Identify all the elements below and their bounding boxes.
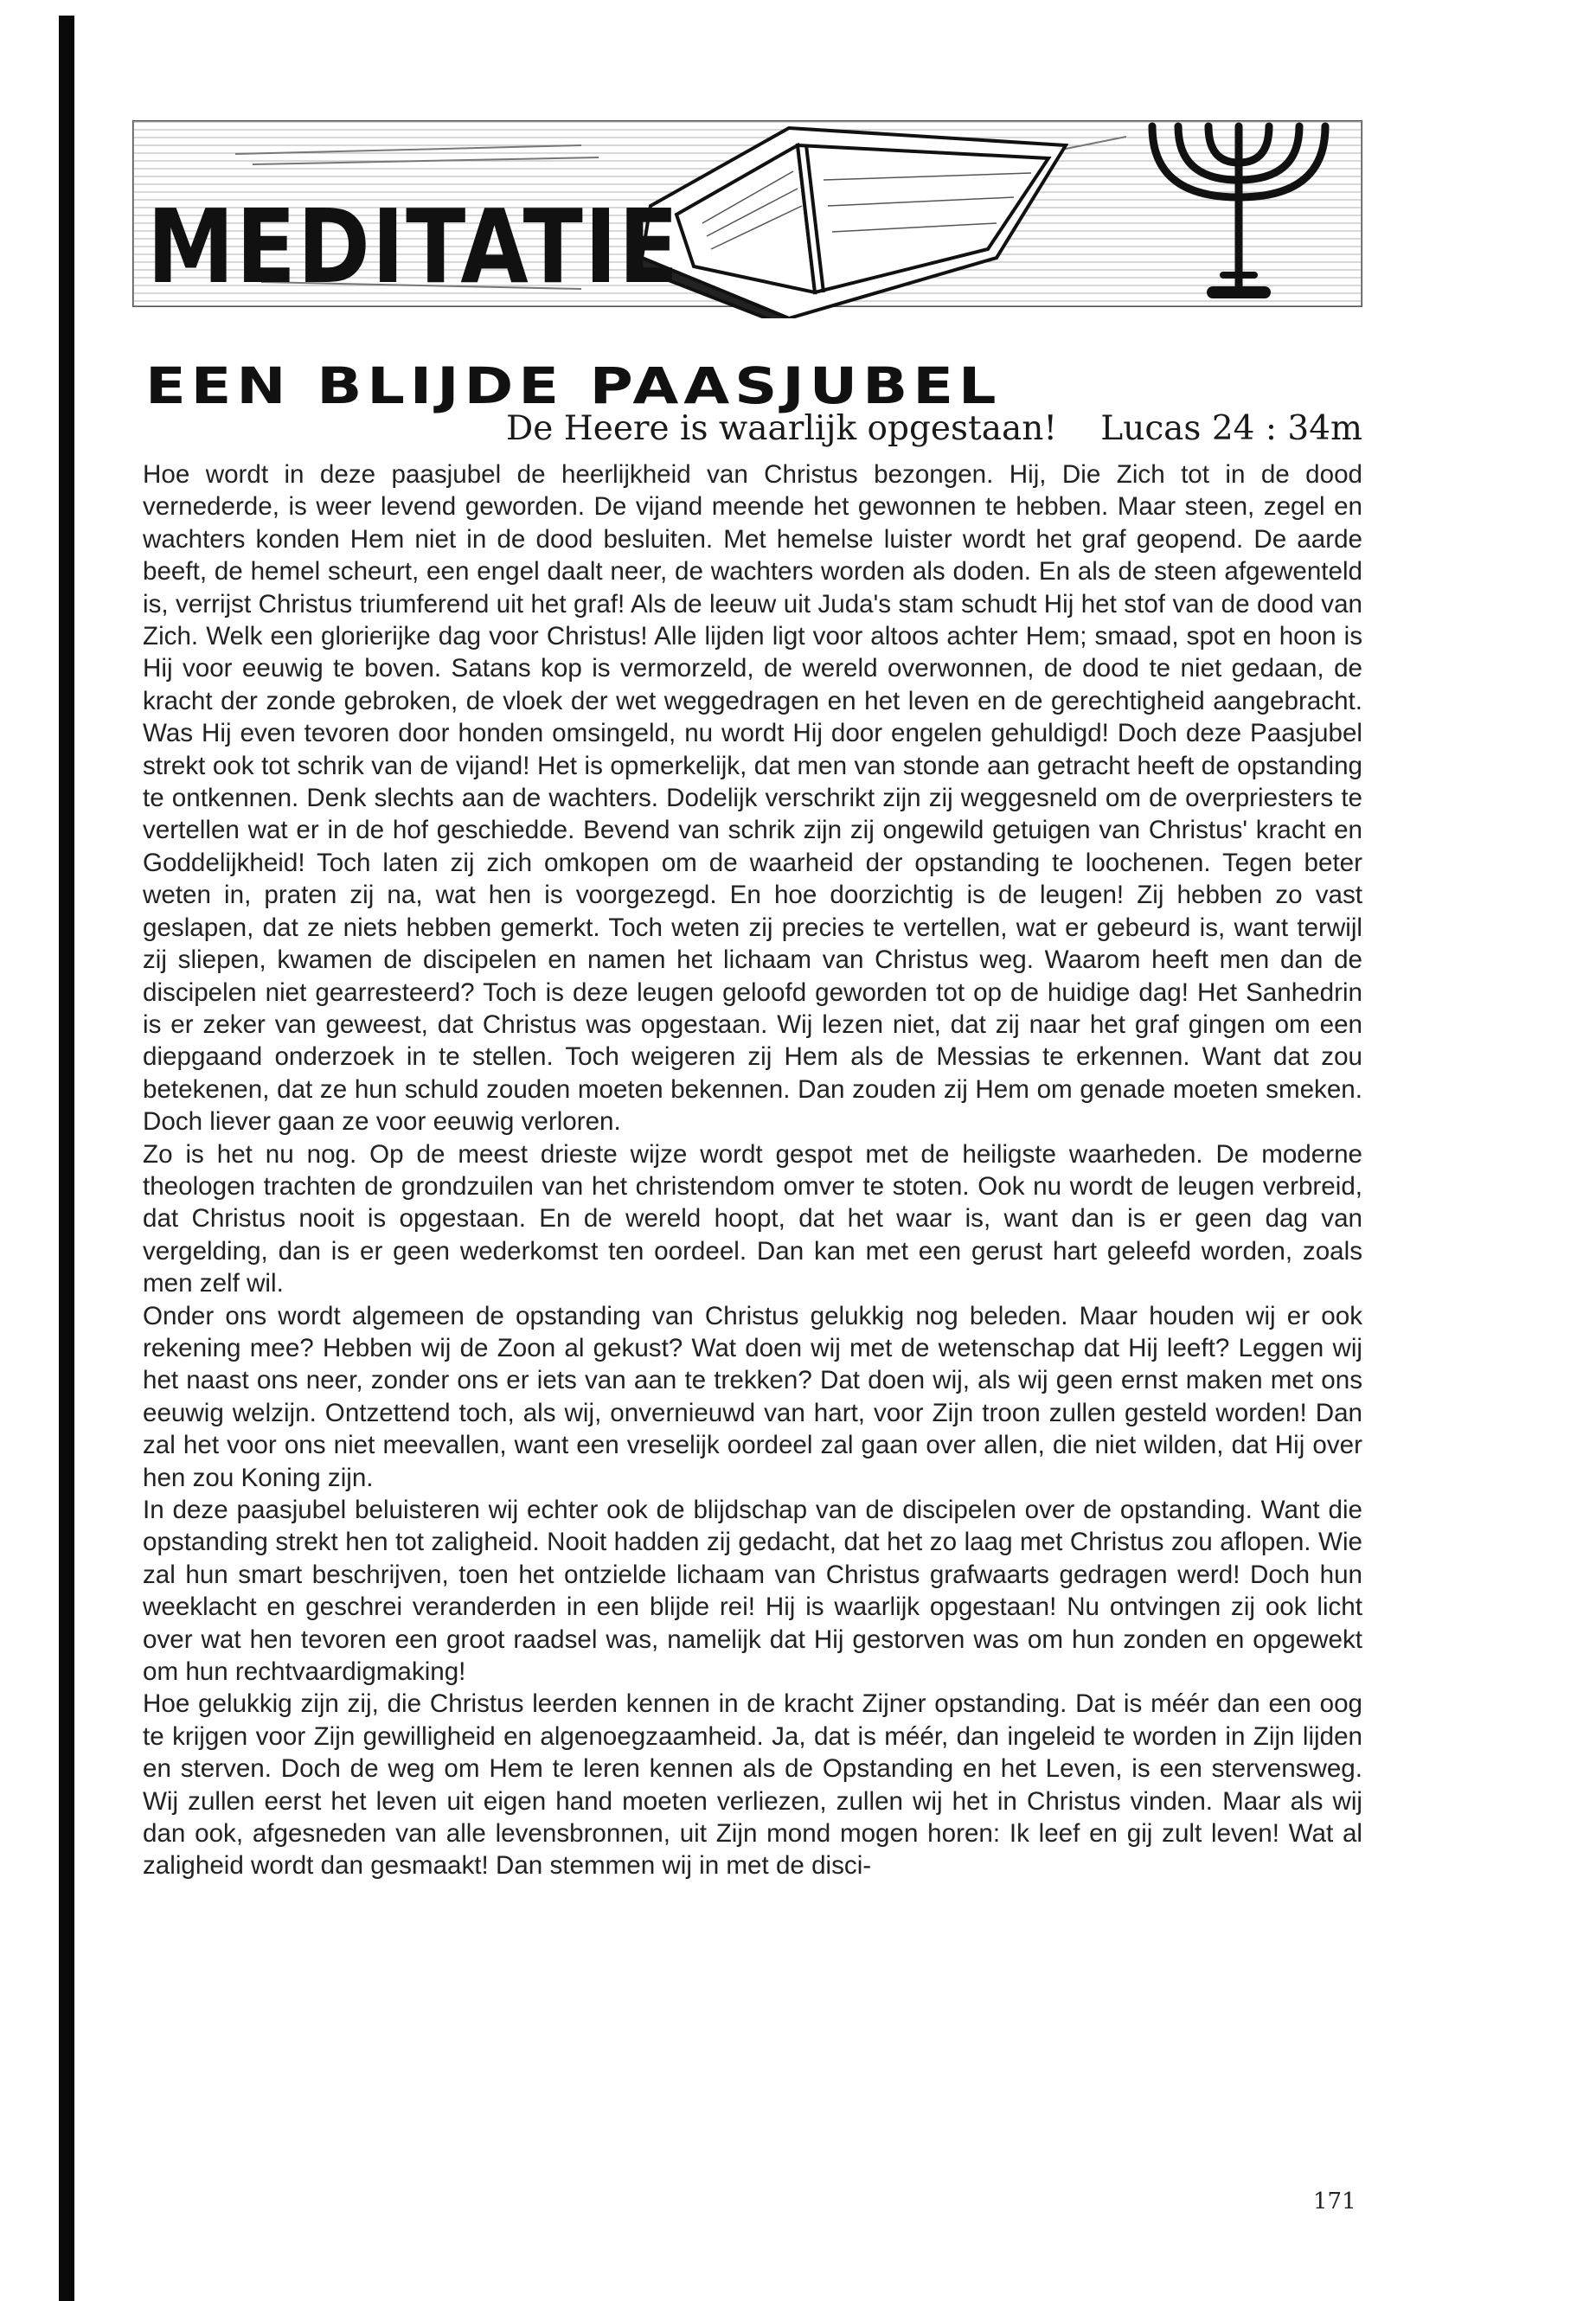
paragraph: Hoe wordt in deze paasjubel de heerlijkheid van Christus bezongen. Hij, Die Zich tot in de dood vernederde, is weer levend geworden. De vijand meende het gewonnen te hebben. Maar steen, zegel en wachters konden Hem niet in de dood besluiten. Met hemelse luister wordt het graf geopend. De aarde beeft, de hemel scheurt, een engel daalt neer, de wachters worden als doden. En als de steen afgewenteld is, verrijst Christus triumferend uit het graf! Als de leeuw uit Juda's stam schudt Hij het stof van de dood van Zich. Welk een glorierijke dag voor Christus! Alle lijden ligt voor altoos achter Hem; smaad, spot en hoon is Hij voor eeuwig te boven. Satans kop is vermorzeld, de wereld overwonnen, de dood te niet gedaan, de kracht der zonde gebroken, de vloek der wet weggedragen en het leven en de gerechtigheid aangebracht. Was Hij even tevoren door honden omsingeld, nu wordt Hij door engelen gehuldigd! Doch deze Paasjubel strekt ook tot schrik van de vijand! Het is opmerkelijk, dat men van stonde aan getracht heeft de opstanding te ontkennen. Denk slechts aan de wachters. Dodelijk verschrikt zijn zij weggesneld om de overpriesters te vertellen wat er in de hof geschiedde. Bevend van schrik zijn zij ongewild getuigen van Christus' kracht en Goddelijkheid! Toch laten zij zich omkopen om de waarheid der opstanding te loochenen. Tegen beter weten in, praten zij na, wat hen is voorgezegd. En hoe doorzichtig is de leugen! Zij hebben zo vast geslapen, dat ze niets hebben gemerkt. Toch weten zij precies te vertellen, wat er gebeurd is, want terwijl zij sliepen, kwamen de discipelen en namen het lichaam van Christus weg. Waarom heeft men dan de discipelen niet gearresteerd? Toch is deze leugen geloofd geworden tot op de huidige dag! Het Sanhedrin is er zeker van geweest, dat Christus was opgestaan. Wij lezen niet, dat zij naar het graf gingen om een diepgaand onderzoek in te stellen. Toch weigeren zij Hem als de Messias te erkennen. Want dat zou betekenen, dat ze hun schuld zouden moeten bekennen. Dan zouden zij Hem om genade moeten smeken. Doch liever gaan ze voor eeuwig verloren.	[143, 460, 1362, 1137]
article-headline: EEN BLIJDE PAASJUBEL	[145, 356, 1002, 415]
paragraph: In deze paasjubel beluisteren wij echter ook de blijdschap van de discipelen over de opstanding. Want die opstanding strekt hen tot zaligheid. Nooit hadden zij gedacht, dat het zo laag met Christus zou aflopen. Wie zal hun smart beschrijven, toen het ontzielde lichaam van Christus grafwaarts gedragen werd! Doch hun weeklacht en geschrei veranderden in een blijde rei! Hij is waarlijk opgestaan! Nu ontvingen zij ook licht over wat hen tevoren een groot raadsel was, namelijk dat Hij gestorven was om hun zonden en opgewekt om hun rechtvaardigmaking!	[143, 1496, 1362, 1687]
scripture-quote: De Heere is waarlijk opgestaan!	[506, 409, 1057, 448]
page-number: 171	[1313, 2189, 1356, 2214]
paragraph: Onder ons wordt algemeen de opstanding van Christus gelukkig nog beleden. Maar houden wij er ook rekening mee? Hebben wij de Zoon al gekust? Wat doen wij met de wetenschap dat Hij leeft? Leggen wij het naast ons neer, zonder ons er iets van aan te trekken? Dat doen wij, als wij geen ernst maken met ons eeuwig welzijn. Ontzettend toch, als wij, onvernieuwd van hart, voor Zijn troon zullen gesteld worden! Dan zal het voor ons niet meevallen, want een vreselijk oordeel zal gaan over allen, die niet wilden, dat Hij over hen zou Koning zijn.	[143, 1301, 1362, 1492]
page-binding-edge	[59, 16, 74, 2301]
paragraph: Hoe gelukkig zijn zij, die Christus leerden kennen in de kracht Zijner opstanding. Dat is méér dan een oog te krijgen voor Zijn gewilligheid en algenoegzaamheid. Ja, dat is méér, dan ingeleid te worden in Zijn lijden en sterven. Doch de weg om Hem te leren kennen als de Opstanding en het Leven, is een stervensweg. Wij zullen eerst het leven uit eigen hand moeten verliezen, zullen wij het in Christus vinden. Maar als wij dan ook, afgesneden van alle levensbronnen, uit Zijn mond mogen horen: Ik leef en gij zult leven! Wat al zaligheid wordt dan gesmaakt! Dan stemmen wij in met de disci-	[143, 1689, 1362, 1881]
scripture-reference: Lucas 24 : 34m	[1100, 409, 1362, 448]
paragraph: Zo is het nu nog. Op de meest drieste wijze wordt gespot met de heiligste waarheden. De moderne theologen trachten de grondzuilen van het christendom omver te stoten. Ook nu wordt de leugen verbreid, dat Christus nooit is opgestaan. En de wereld hoopt, dat het waar is, want dan is er geen dag van vergelding, dan is er geen wederkomst ten oordeel. Dan kan met een gerust hart geleefd worden, zoals men zelf wil.	[143, 1139, 1362, 1298]
banner-title: MEDITATIE	[147, 187, 681, 306]
article-body	[143, 458, 1362, 1882]
